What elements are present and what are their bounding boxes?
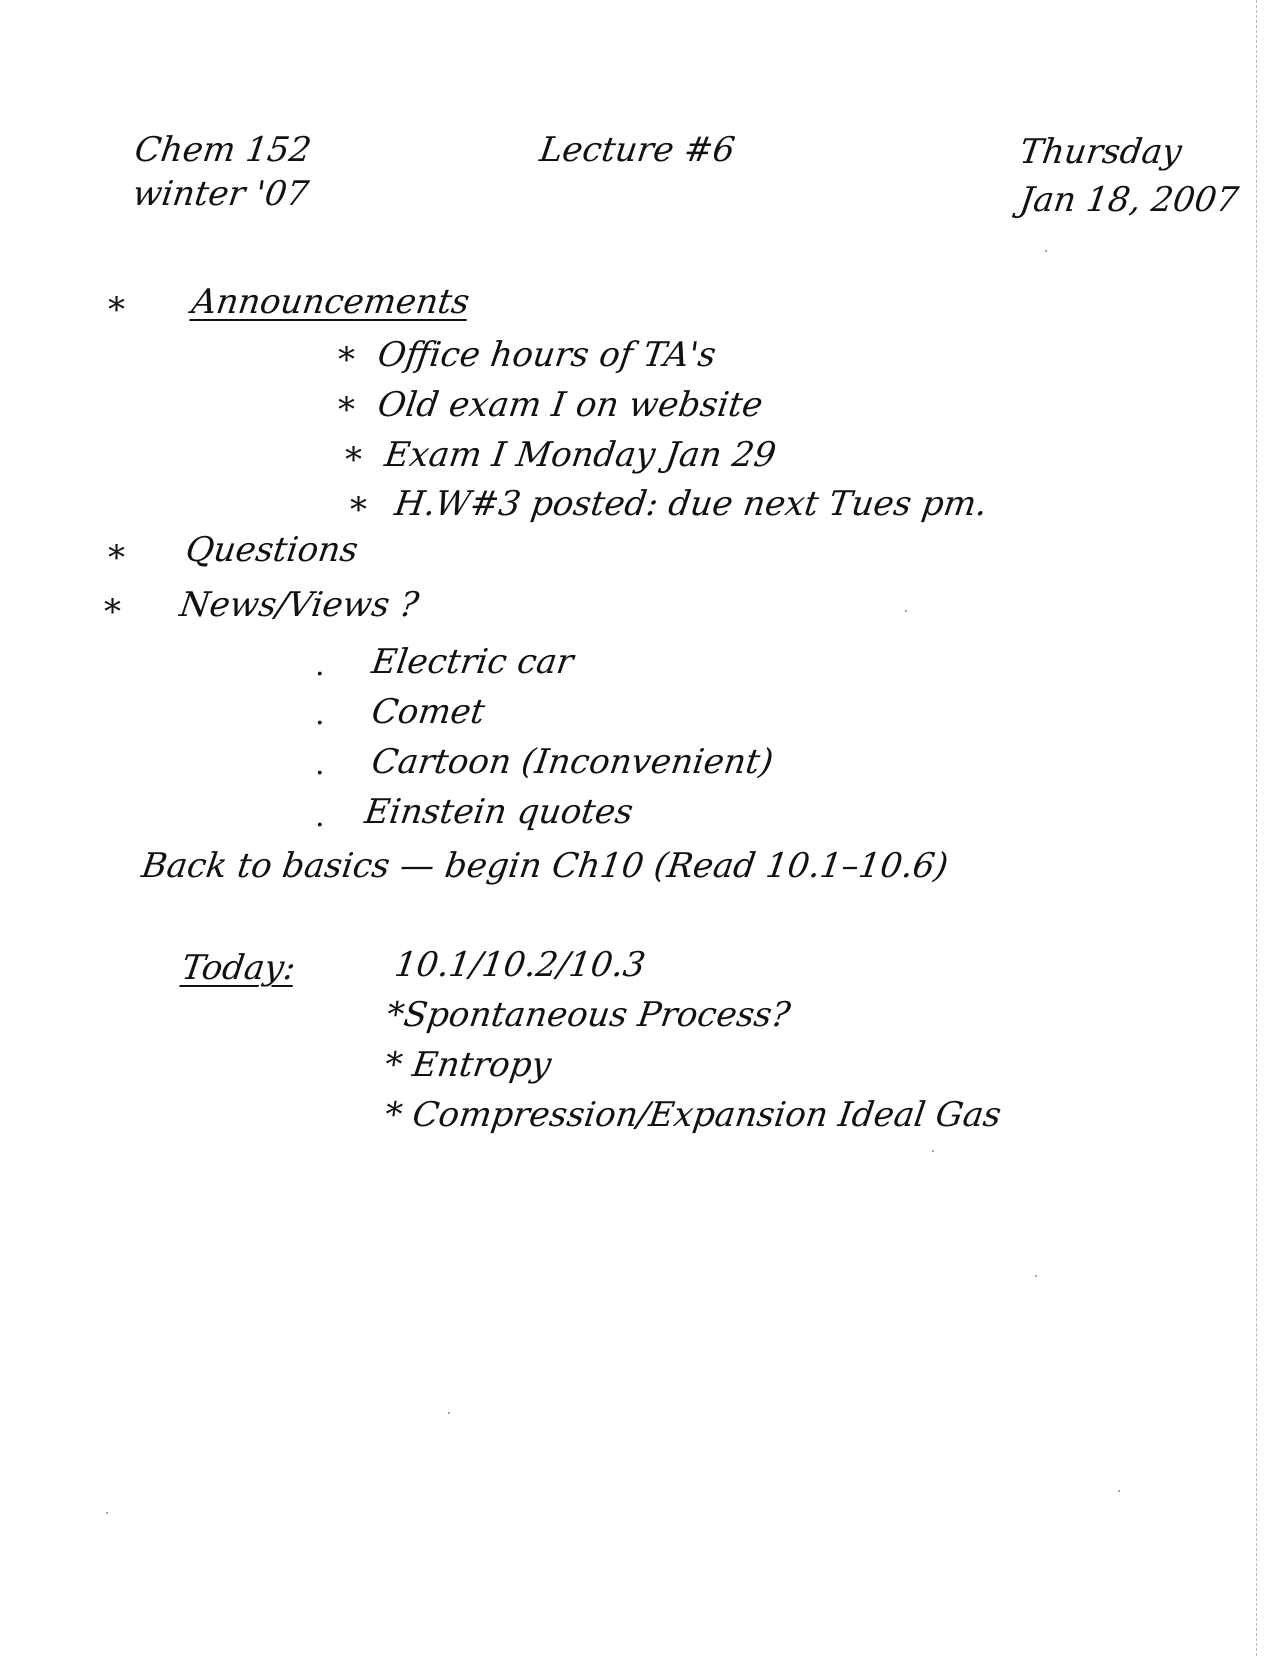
scan-speck (448, 1412, 450, 1414)
scan-speck (932, 1150, 934, 1152)
news-heading: News/Views ? (177, 585, 422, 625)
course-label: Chem 152 (132, 130, 314, 170)
page-edge-line (1256, 0, 1257, 1656)
scan-speck (1045, 250, 1047, 252)
bullet-dot: . (315, 697, 325, 732)
bullet-star: * (104, 592, 121, 632)
today-item: * Entropy (382, 1045, 554, 1085)
term-label: winter '07 (130, 174, 312, 214)
today-item: * Compression/Expansion Ideal Gas (382, 1095, 1004, 1135)
bullet-star: * (338, 340, 355, 380)
date-label: Jan 18, 2007 (1017, 180, 1241, 220)
bullet-star: * (345, 440, 362, 480)
bullet-star: * (108, 538, 125, 578)
announcement-item: H.W#3 posted: due next Tues pm. (392, 484, 990, 524)
announcement-item: Office hours of TA's (375, 335, 719, 375)
announcement-item: Exam I Monday Jan 29 (382, 435, 779, 475)
announcements-heading: Announcements (189, 282, 472, 322)
day-label: Thursday (1017, 132, 1185, 172)
back-to-basics-line: Back to basics — begin Ch10 (Read 10.1–10.6) (139, 846, 951, 886)
scan-speck (106, 1512, 108, 1514)
today-item: *Spontaneous Process? (384, 995, 793, 1035)
bullet-dot: . (315, 747, 325, 782)
bullet-star: * (350, 490, 367, 530)
news-item: Cartoon (Inconvenient) (369, 742, 776, 782)
news-item: Comet (369, 692, 488, 732)
bullet-dot: . (315, 799, 325, 834)
bullet-star: * (108, 290, 125, 330)
lecture-title: Lecture #6 (537, 130, 738, 170)
scan-speck (1118, 1490, 1120, 1492)
news-item: Electric car (369, 642, 576, 682)
today-label: Today: (179, 948, 299, 988)
today-sections: 10.1/10.2/10.3 (392, 945, 648, 985)
announcement-item: Old exam I on website (375, 385, 766, 425)
bullet-dot: . (315, 648, 325, 683)
bullet-star: * (338, 390, 355, 430)
questions-label: Questions (183, 530, 361, 570)
scan-speck (1035, 1275, 1037, 1277)
news-item: Einstein quotes (362, 792, 636, 832)
scan-speck (905, 610, 907, 612)
